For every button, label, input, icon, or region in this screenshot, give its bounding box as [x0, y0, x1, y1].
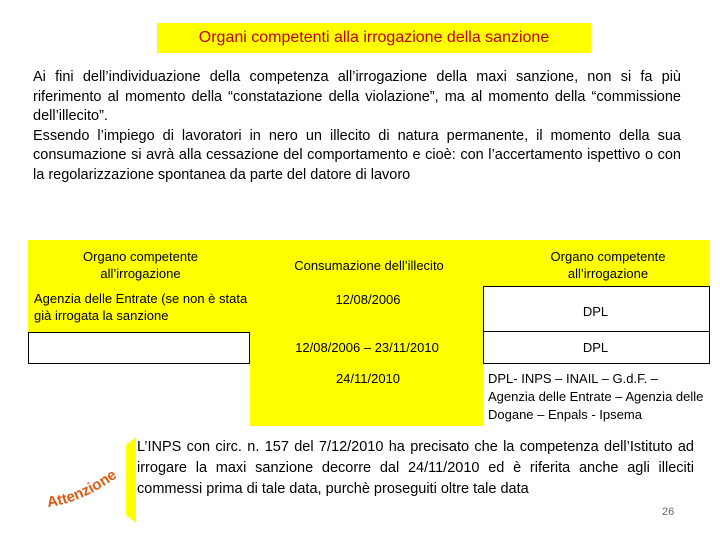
row3-organ: DPL- INPS – INAIL – G.d.F. – Agenzia delle Entrate – Agenzia delle Dogane – Enpals - Ipsema	[488, 371, 704, 422]
intro-text	[33, 68, 681, 185]
intro-paragraph-2: Essendo l’impiego di lavoratori in nero un illecito di natura permanente, il momento della sua consumazione si avrà alla cessazione del comportamento e cioè: con l’accertamento ispettivo o con la regolarizzazione spontanea da parte del datore di lavoro	[33, 127, 681, 183]
attenzione-curved-text	[40, 445, 135, 525]
row2-organ: DPL	[582, 340, 609, 355]
row1-organ: DPL	[582, 304, 609, 319]
attenzione-label	[40, 445, 135, 525]
page-number: 26	[662, 506, 675, 518]
header-consumazione: Consumazione dell’illecito	[294, 258, 444, 273]
competence-table	[28, 240, 710, 426]
slide-title: Organi competenti alla irrogazione della sanzione	[157, 23, 591, 53]
row1-left-text: Agenzia delle Entrate (se non è stata già irrogata la sanzione	[34, 291, 248, 323]
header-organ-right: Organo competente all’irrogazione	[550, 249, 666, 281]
row2-date: 12/08/2006 – 23/11/2010	[295, 340, 439, 355]
row3-date: 24/11/2010	[335, 371, 401, 386]
inps-note: L’INPS con circ. n. 157 del 7/12/2010 ha precisato che la competenza dell’Istituto ad irrogare la maxi sanzione decorre dal 24/11/2010 ed è riferita anche agli illeciti commessi prima di tale data, purchè proseguiti oltre tale data	[137, 439, 694, 497]
row2-left-cell	[28, 332, 250, 364]
intro-paragraph-1: Ai fini dell’individuazione della competenza all’irrogazione della maxi sanzione, non si fa più riferimento al momento della “constatazione della violazione”, ma al momento della “commissione dell’illecito”.	[33, 69, 681, 124]
svg-text:Attenzione: Attenzione	[45, 466, 120, 512]
header-organ-left: Organo competente all’irrogazione	[83, 249, 198, 281]
row1-date: 12/08/2006	[335, 292, 401, 307]
